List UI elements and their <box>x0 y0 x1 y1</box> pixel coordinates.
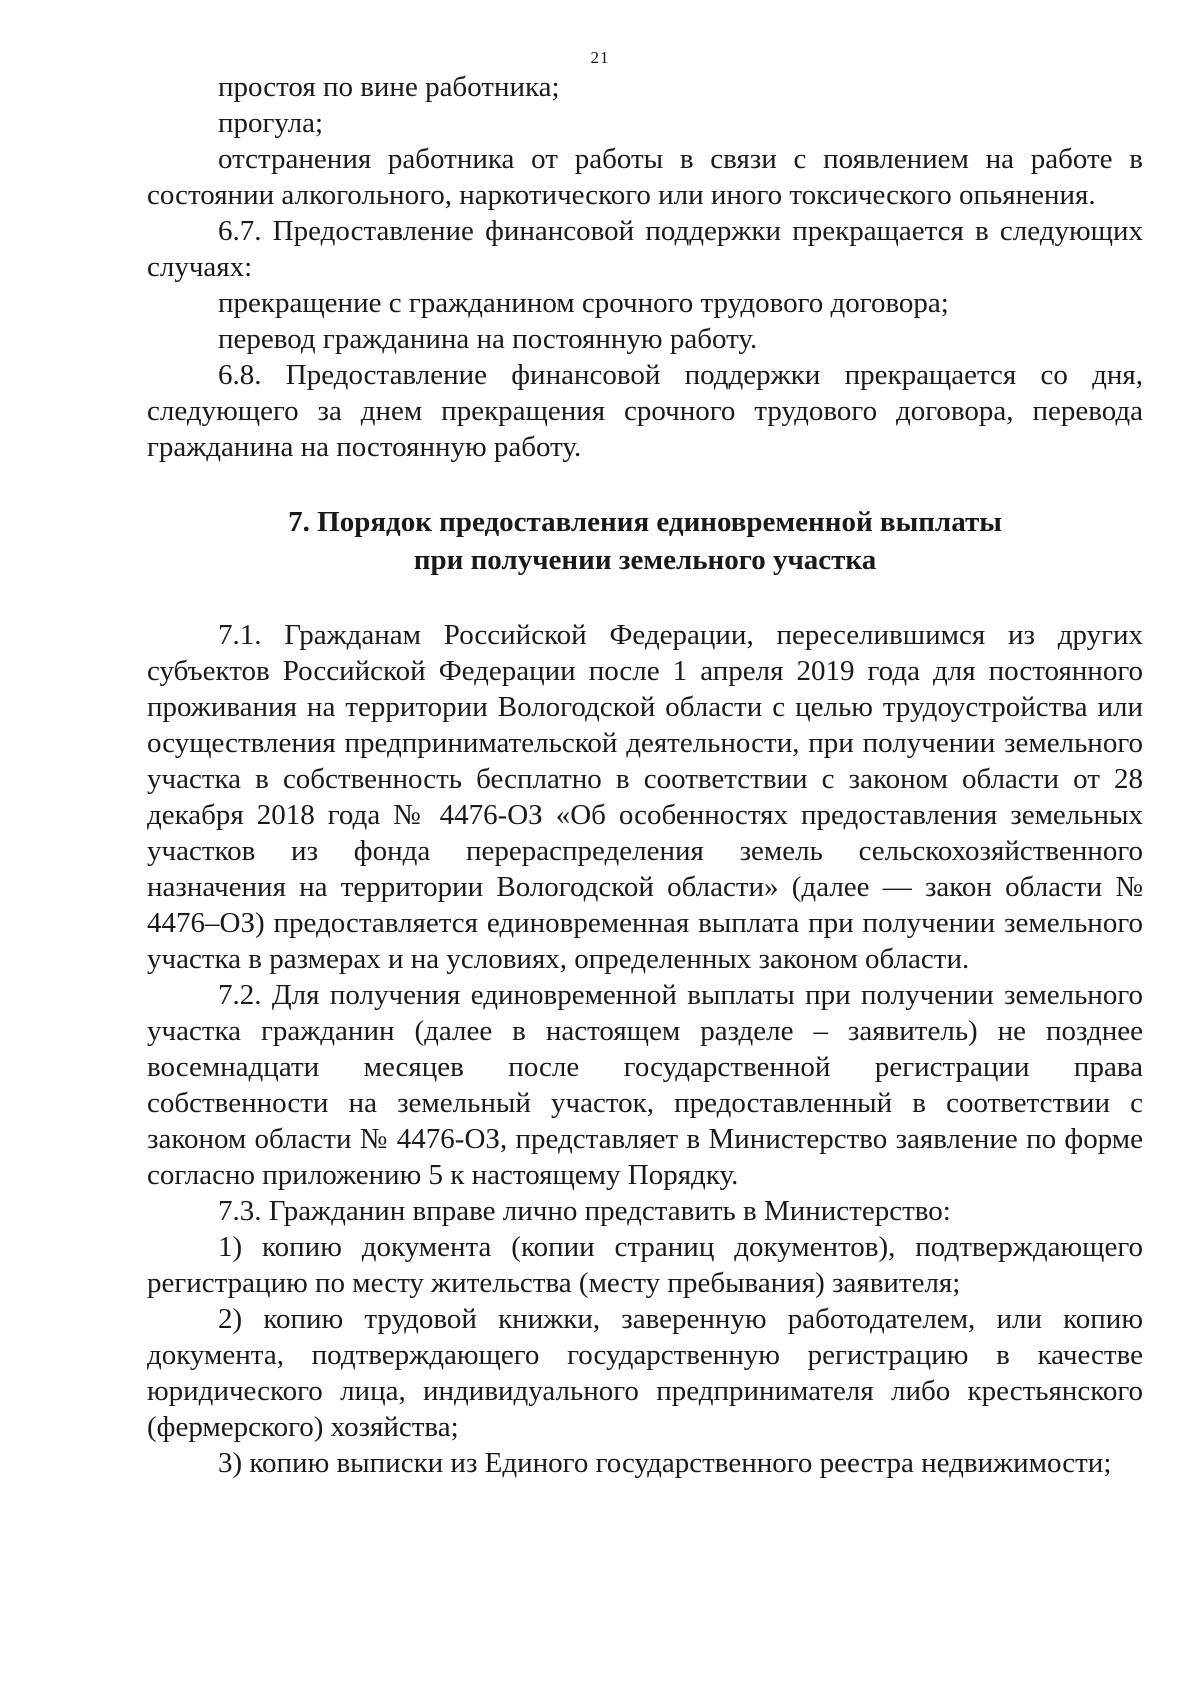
paragraph: перевод гражданина на постоянную работу. <box>218 323 758 355</box>
paragraph: прогула; <box>218 107 324 139</box>
paragraph: 1) копию документа (копии страниц документов), подтверждающего регистрацию по месту жительства (месту пребывания) заявителя; <box>147 1231 1143 1299</box>
paragraph: прекращение с гражданином срочного трудового договора; <box>218 287 949 319</box>
paragraph: 7.3. Гражданин вправе лично представить в Министерство: <box>218 1195 951 1227</box>
paragraph: 7.1. Гражданам Российской Федерации, переселившимся из других субъектов Российской Федерации после 1 апреля 2019 года для постоянного проживания на территории Вологодской области с целью трудоустройства или осуществления предпринимательской деятельности, при получении земельного участка в собственность бесплатно в соответствии с законом области от 28 декабря 2018 года № 4476-ОЗ «Об особенностях предоставления земельных участков из фонда перераспределения земель сельскохозяйственного назначения на территории Вологодской области» (далее — закон области № 4476–ОЗ) предоставляется единовременная выплата при получении земельного участка в размерах и на условиях, определенных законом области. <box>147 619 1143 975</box>
paragraph: 6.7. Предоставление финансовой поддержки прекращается в следующих случаях: <box>147 215 1143 283</box>
paragraph: отстранения работника от работы в связи с появлением на работе в состоянии алкогольного, наркотического или иного токсического опьянения. <box>147 143 1143 211</box>
section-title-line-1: 7. Порядок предоставления единовременной выплаты <box>288 506 1002 538</box>
paragraph: 3) копию выписки из Единого государственного реестра недвижимости; <box>218 1447 1112 1479</box>
document-body <box>147 69 1143 1481</box>
paragraph: 6.8. Предоставление финансовой поддержки прекращается со дня, следующего за днем прекращения срочного трудового договора, перевода гражданина на постоянную работу. <box>147 359 1143 463</box>
paragraph: 7.2. Для получения единовременной выплаты при получении земельного участка гражданин (далее в настоящем разделе – заявитель) не позднее восемнадцати месяцев после государственной регистрации права собственности на земельный участок, предоставленный в соответствии с законом области № 4476-ОЗ, представляет в Министерство заявление по форме согласно приложению 5 к настоящему Порядку. <box>147 979 1143 1191</box>
paragraph: 2) копию трудовой книжки, заверенную работодателем, или копию документа, подтверждающего государственную регистрацию в качестве юридического лица, индивидуального предпринимателя либо крестьянского (фермерского) хозяйства; <box>147 1303 1143 1443</box>
section-title-line-2: при получении земельного участка <box>413 544 877 576</box>
paragraph: простоя по вине работника; <box>218 71 560 103</box>
page-number: 21 <box>590 48 610 67</box>
